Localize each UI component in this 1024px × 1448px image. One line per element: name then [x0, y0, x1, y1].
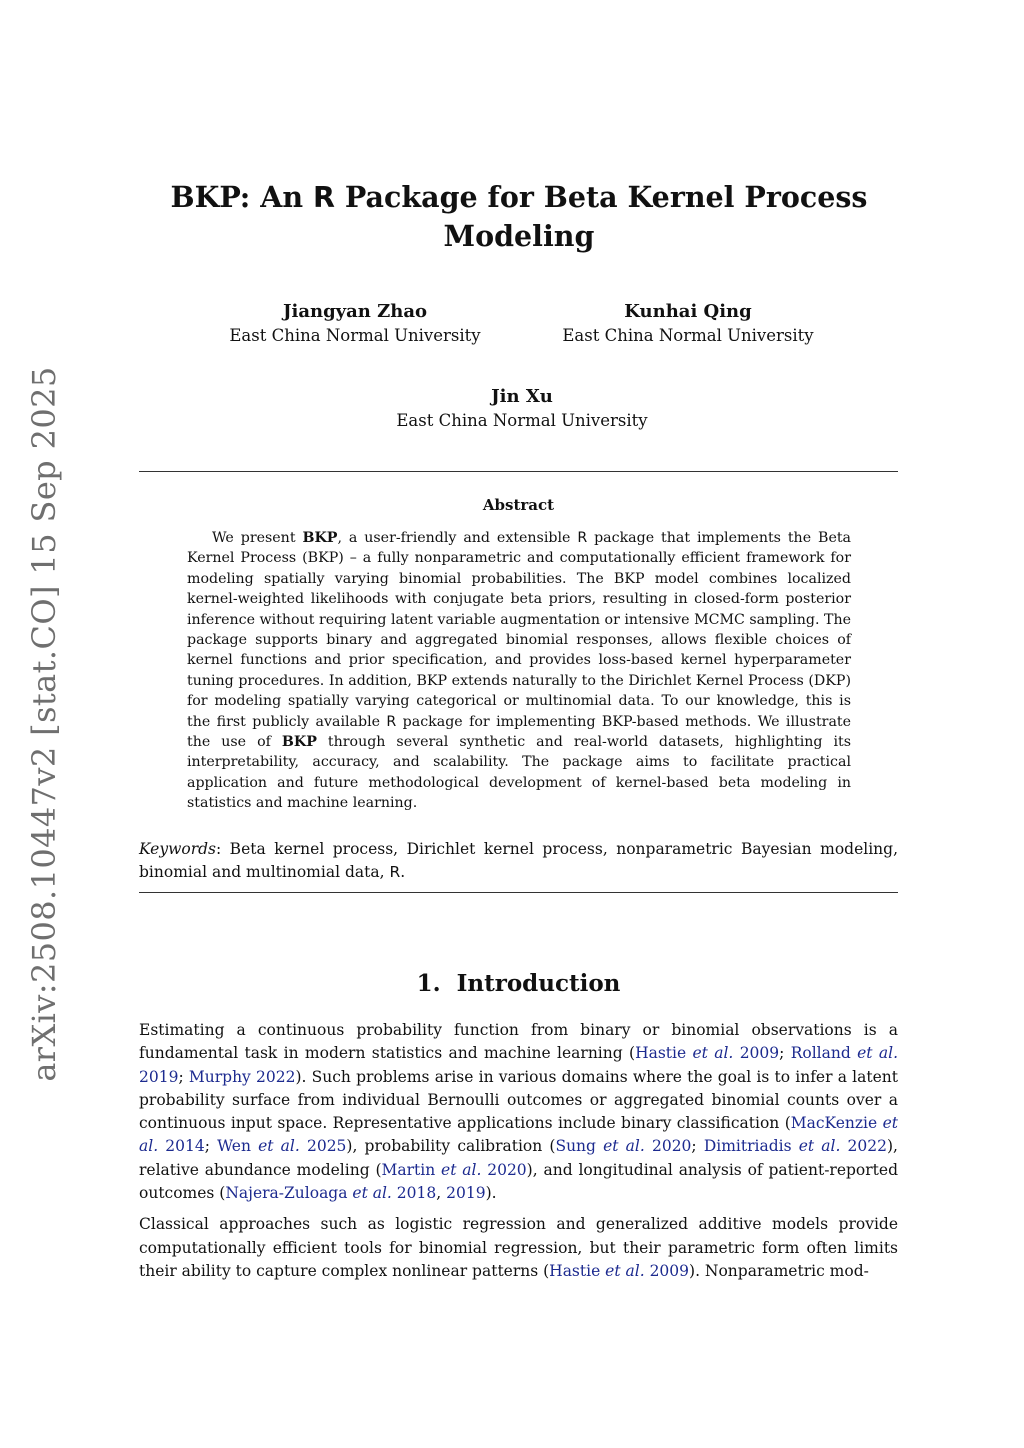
citation-link[interactable]: Murphy 2022: [188, 1067, 296, 1086]
citation-link[interactable]: Sung et al. 2020: [555, 1137, 692, 1156]
paragraph: Estimating a continuous probability function from binary or binomial observations is a fundamental task in modern statistics and machine learning (Hastie et al. 2009; Rolland et al. 2019; Murphy 2022). Such problems arise in various domains where the goal is to infer a latent probability surface from individual Bernoulli outcomes or aggregated binomial counts over a continuous input space. Representative applications include binary classification (MacKenzie et al. 2014; Wen et al. 2025), probability calibration (Sung et al. 2020; Dimitriadis et al. 2022), relative abundance modeling (Martin et al. 2020), and longitudinal analysis of patient-reported outcomes (Najera-Zuloaga et al. 2018, 2019).: [139, 1021, 898, 1203]
citation-link[interactable]: Dimitriadis et al. 2022: [703, 1137, 887, 1156]
arxiv-identifier: arXiv:2508.10447v2 [stat.CO] 15 Sep 2025: [25, 366, 63, 1082]
author-affiliation: East China Normal University: [396, 411, 648, 430]
abstract-text: We present BKP, a user-friendly and extensible R package that implements the Beta Kernel Process (BKP) – a fully nonparametric and computationally efficient framework for modeling spatially varying binomial probabilities. The BKP model combines localized kernel-weighted likelihoods with conjugate beta priors, resulting in closed-form posterior inference without requiring latent variable augmentation or intensive MCMC sampling. The package supports binary and aggregated binomial responses, allows flexible choices of kernel functions and prior specification, and provides loss-based kernel hyperparameter tuning procedures. In addition, BKP extends naturally to the Dirichlet Kernel Process (DKP) for modeling spatially varying categorical or multinomial data. To our knowledge, this is the first publicly available R package for implementing BKP-based methods. We illustrate the use of BKP through several synthetic and real-world datasets, highlighting its interpretability, accuracy, and scalability. The package aims to facilitate practical application and future methodological development of kernel-based beta modeling in statistics and machine learning.: [187, 530, 851, 812]
citation-link[interactable]: MacKenzie et al. 2014: [139, 1114, 898, 1156]
bottom-divider: [139, 892, 898, 893]
citation-link[interactable]: Martin et al. 2020: [381, 1160, 527, 1179]
paragraph: Classical approaches such as logistic regression and generalized additive models provide computationally efficient tools for binomial regression, but their parametric form often limits their ability to capture complex nonlinear patterns (Hastie et al. 2009). Nonparametric mod-: [139, 1215, 898, 1280]
citation-link[interactable]: Najera-Zuloaga et al. 2018: [225, 1184, 437, 1203]
author-block-1: [205, 300, 505, 348]
r-symbol: R: [313, 181, 335, 214]
citation-link[interactable]: Rolland et al. 2019: [139, 1044, 898, 1086]
author-name: Jiangyan Zhao: [282, 301, 428, 322]
paper-title: BKP: An R Package for Beta Kernel Process Modeling: [170, 180, 868, 253]
section-heading-introduction: 1. Introduction: [416, 970, 621, 997]
keywords-label: Keywords: [139, 840, 216, 858]
keywords: Keywords: Beta kernel process, Dirichlet kernel process, nonparametric Bayesian modeling, binomial and multinomial data, R.: [139, 840, 898, 881]
author-affiliation: East China Normal University: [562, 326, 814, 345]
author-name: Kunhai Qing: [624, 301, 752, 322]
introduction-body: [139, 1019, 898, 1291]
citation-link[interactable]: Hastie et al. 2009: [549, 1261, 690, 1280]
abstract-heading: Abstract: [482, 496, 555, 514]
top-divider: [139, 471, 898, 472]
citation-link[interactable]: Wen et al. 2025: [217, 1137, 347, 1156]
author-block-2: [538, 300, 838, 348]
author-affiliation: East China Normal University: [229, 326, 481, 345]
citation-link[interactable]: 2019: [446, 1184, 486, 1203]
author-block-3: [372, 385, 672, 433]
author-name: Jin Xu: [491, 386, 553, 407]
citation-link[interactable]: Hastie et al. 2009: [635, 1044, 780, 1063]
